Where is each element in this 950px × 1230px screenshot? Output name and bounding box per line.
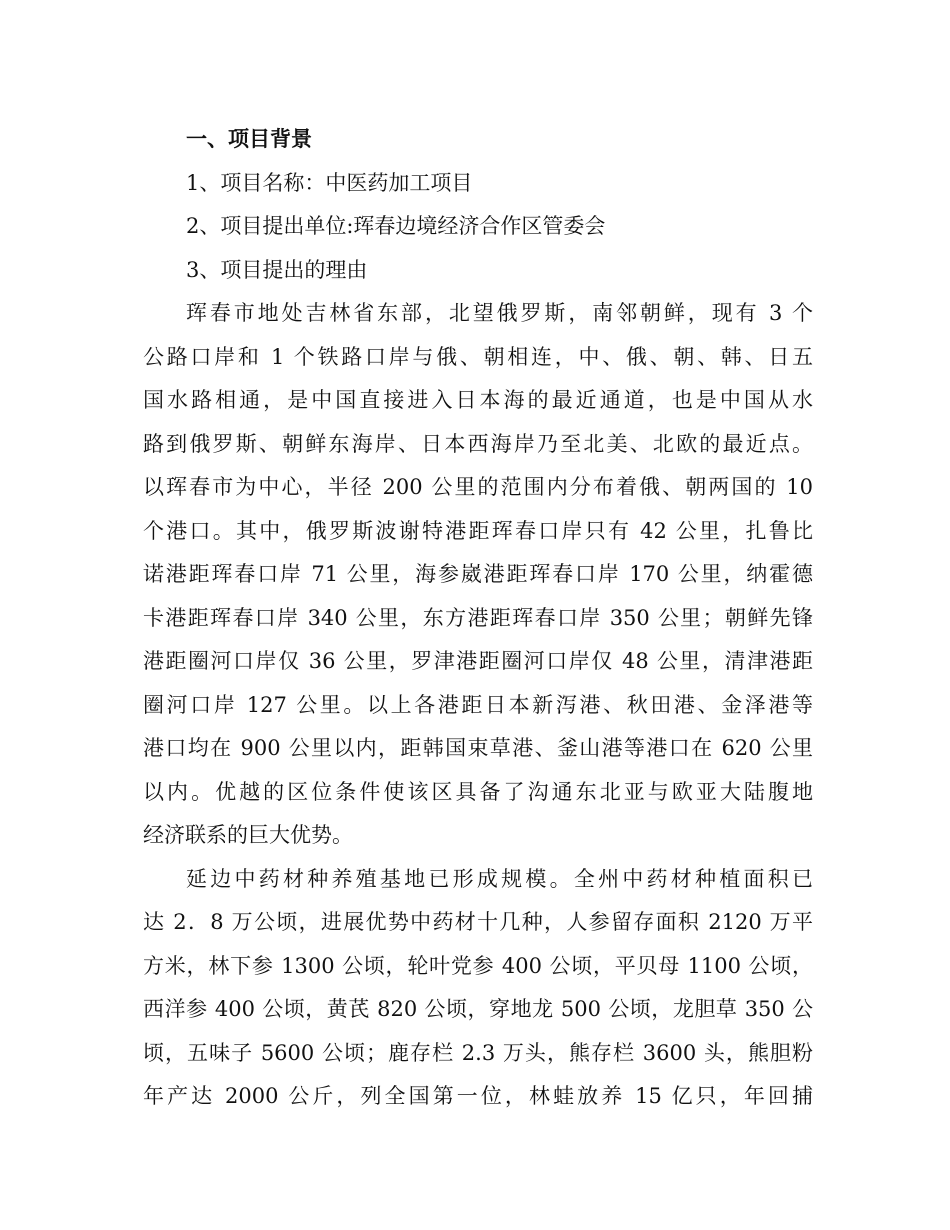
paragraph-herbal-base [143, 858, 813, 1119]
item-proposing-unit: 2、项目提出单位:珲春边境经济合作区管委会 [186, 214, 606, 238]
paragraph-line: 个港口。其中，俄罗斯波谢特港距珲春口岸只有 42 公里，扎鲁比 [143, 518, 813, 543]
paragraph-line: 方米，林下参 1300 公顷，轮叶党参 400 公顷，平贝母 1100 公顷， [143, 953, 813, 978]
paragraph-line: 以内。优越的区位条件使该区具备了沟通东北亚与欧亚大陆腹地 [143, 779, 813, 804]
item-project-name: 1、项目名称：中医药加工项目 [186, 170, 473, 195]
paragraph-line: 公路口岸和 1 个铁路口岸与俄、朝相连，中、俄、朝、韩、日五 [143, 344, 813, 369]
paragraph-line: 延边中药材种养殖基地已形成规模。全州中药材种植面积已 [186, 866, 813, 891]
section-heading: 一、项目背景 [186, 127, 312, 151]
paragraph-line: 达 2．8 万公顷，进展优势中药材十几种，人参留存面积 2120 万平 [143, 910, 813, 934]
paragraph-line: 经济联系的巨大优势。 [143, 823, 353, 847]
item-project-reason: 3、项目提出的理由 [186, 257, 368, 282]
paragraph-location [143, 292, 813, 858]
paragraph-line: 圈河口岸 127 公里。以上各港距日本新泻港、秋田港、金泽港等 [143, 692, 813, 717]
paragraph-line: 港距圈河口岸仅 36 公里，罗津港距圈河口岸仅 48 公里，清津港距 [143, 649, 813, 673]
paragraph-line: 港口均在 900 公里以内，距韩国束草港、釜山港等港口在 620 公里 [143, 736, 813, 760]
paragraph-line: 珲春市地处吉林省东部，北望俄罗斯，南邻朝鲜，现有 3 个 [186, 301, 813, 325]
paragraph-line: 国水路相通，是中国直接进入日本海的最近通道，也是中国从水 [143, 388, 813, 412]
paragraph-line: 西洋参 400 公顷，黄芪 820 公顷，穿地龙 500 公顷，龙胆草 350 公 [143, 997, 813, 1021]
document-body [143, 118, 813, 1119]
paragraph-line: 卡港距珲春口岸 340 公里，东方港距珲春口岸 350 公里；朝鲜先锋 [143, 605, 813, 630]
paragraph-line: 以珲春市为中心，半径 200 公里的范围内分布着俄、朝两国的 10 [143, 475, 813, 499]
paragraph-line: 年产达 2000 公斤，列全国第一位，林蛙放养 15 亿只，年回捕 [143, 1084, 813, 1108]
paragraph-line: 诺港距珲春口岸 71 公里，海参崴港距珲春口岸 170 公里，纳霍德 [143, 562, 813, 586]
paragraph-line: 路到俄罗斯、朝鲜东海岸、日本西海岸乃至北美、北欧的最近点。 [143, 431, 813, 456]
paragraph-line: 顷，五味子 5600 公顷；鹿存栏 2.3 万头，熊存栏 3600 头，熊胆粉 [143, 1040, 813, 1065]
